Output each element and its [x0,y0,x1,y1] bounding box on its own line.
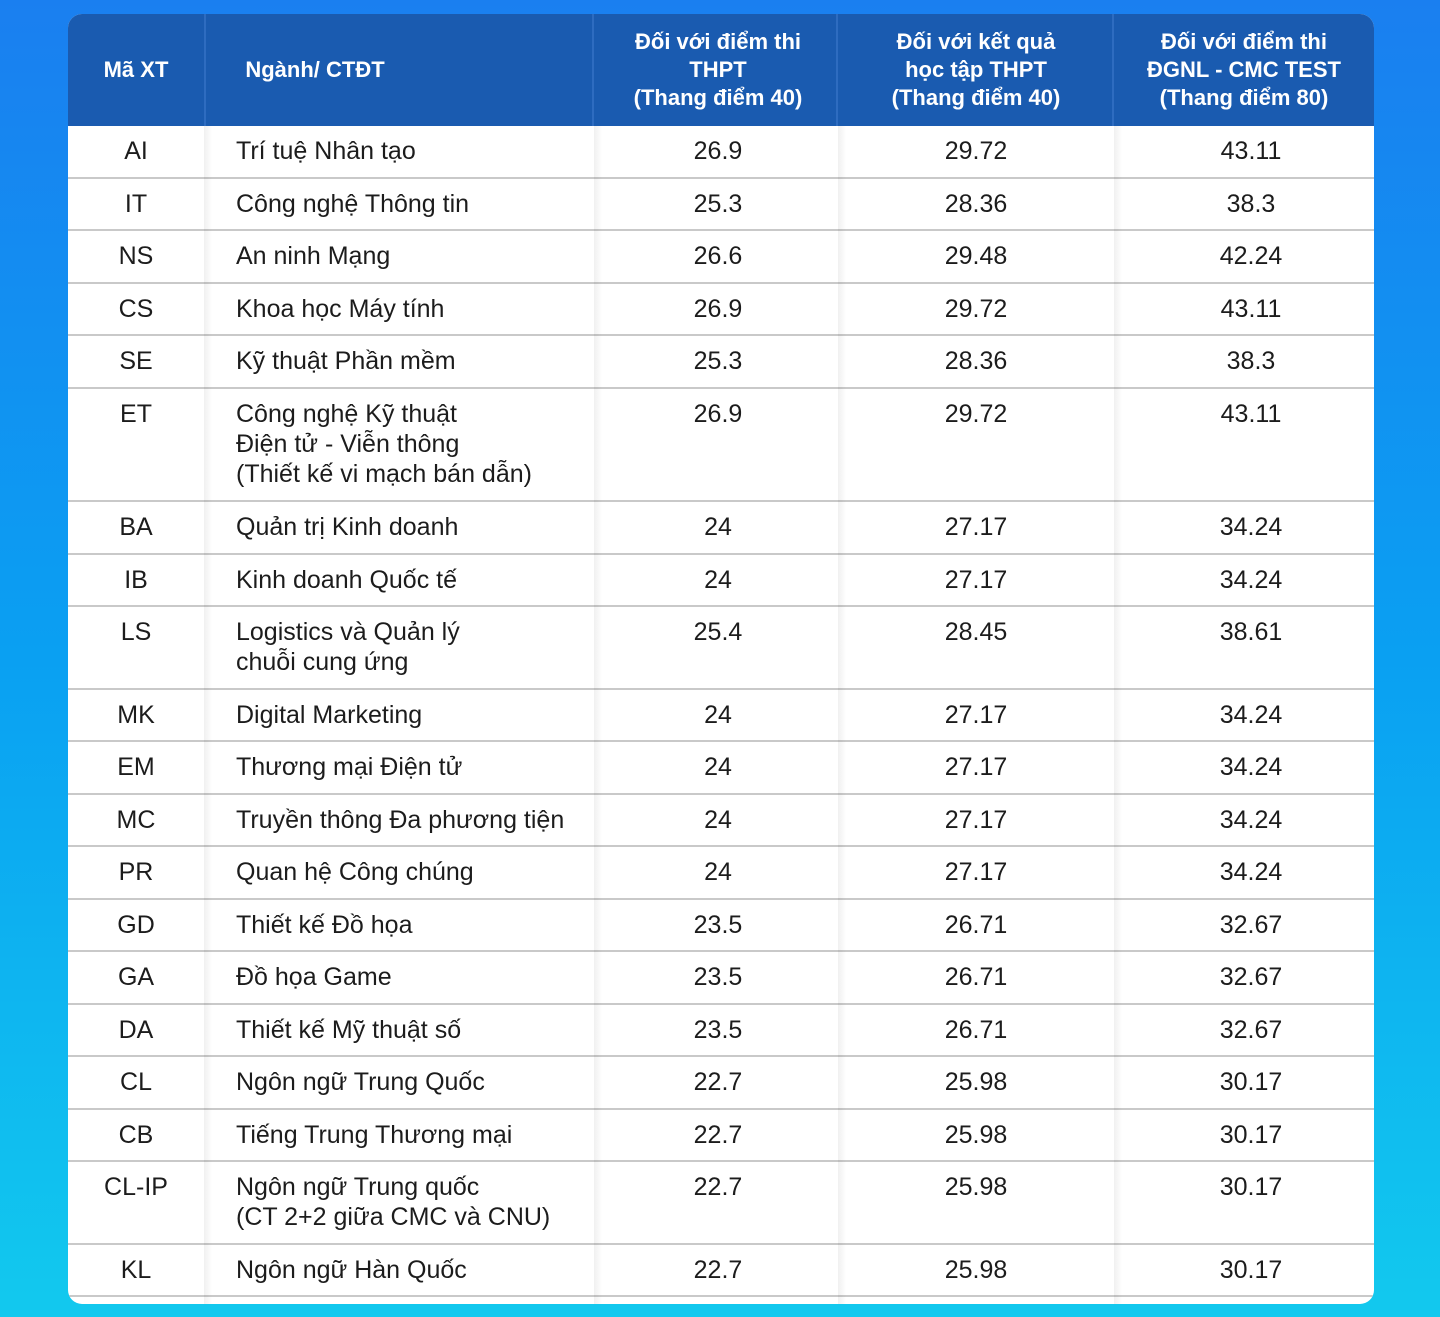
table-row [68,1162,1374,1245]
row-hoc-ba-score: 29.48 [944,242,1008,270]
row-thpt-score: 24 [704,753,732,781]
row-hoc-ba-score: 27.17 [944,700,1008,729]
header-thpt-score: Đối với điểm thi THPT (Thang điểm 40) [633,29,803,110]
row-thpt-score: 24 [704,858,732,886]
table-row [68,742,1374,795]
table-row [68,389,1374,503]
row-code: KL [120,1255,152,1284]
row-dgnl-score: 34.24 [1219,858,1283,886]
row-dgnl-score: 34.24 [1219,565,1283,594]
row-code: GA [117,963,155,991]
row-code: EM [117,753,155,781]
row-program-name: Công nghệ Thông tin [236,189,470,218]
table-row [68,952,1374,1005]
row-dgnl-score: 34.24 [1219,700,1283,729]
row-thpt-score: 23.5 [693,963,743,991]
table-row [68,1110,1374,1163]
row-code: PR [118,858,154,886]
row-program-name: Digital Marketing [236,700,423,729]
column-divider [594,126,602,1304]
row-thpt-score: 25.4 [693,618,743,646]
table-row [68,502,1374,555]
row-code: BA [119,513,153,541]
row-thpt-score: 26.9 [693,399,743,428]
row-program-name: Logistics và Quản lý chuỗi cung ứng [236,618,460,676]
row-thpt-score: 26.9 [693,294,743,323]
row-code: CL [120,1068,152,1096]
row-program-name: Kỹ thuật Phần mềm [236,347,456,375]
row-program-name: Quan hệ Công chúng [236,858,474,886]
row-code: CL-IP [104,1173,168,1201]
row-program-name: An ninh Mạng [236,242,391,270]
row-dgnl-score: 32.67 [1219,910,1283,939]
row-thpt-score: 22.7 [693,1068,743,1096]
table-row [68,555,1374,608]
header-program: Ngành/ CTĐT [245,57,385,82]
row-dgnl-score: 32.67 [1219,963,1283,991]
row-hoc-ba-score: 28.36 [944,347,1008,375]
row-divider [68,1295,1374,1297]
row-hoc-ba-score: 26.71 [944,963,1008,991]
row-dgnl-score: 43.11 [1220,294,1282,323]
row-hoc-ba-score: 27.17 [944,753,1008,781]
row-thpt-score: 26.9 [693,137,743,165]
row-hoc-ba-score: 27.17 [944,858,1008,886]
row-dgnl-score: 38.61 [1219,618,1283,646]
row-thpt-score: 24 [704,565,732,594]
row-thpt-score: 24 [704,513,732,541]
row-dgnl-score: 43.11 [1220,137,1282,165]
row-hoc-ba-score: 28.45 [944,618,1008,646]
header-divider [1112,14,1114,126]
row-program-name: Kinh doanh Quốc tế [236,565,457,594]
row-hoc-ba-score: 29.72 [944,294,1008,323]
row-program-name: Thiết kế Đồ họa [236,910,413,939]
row-dgnl-score: 34.24 [1219,513,1283,541]
row-thpt-score: 22.7 [693,1120,743,1149]
row-hoc-ba-score: 26.71 [944,1015,1008,1044]
row-dgnl-score: 34.24 [1219,753,1283,781]
row-dgnl-score: 43.11 [1220,399,1282,428]
table-row [68,126,1374,179]
row-thpt-score: 23.5 [693,910,743,939]
row-hoc-ba-score: 27.17 [944,513,1008,541]
row-dgnl-score: 42.24 [1219,242,1283,270]
row-code: DA [118,1015,154,1044]
row-thpt-score: 24 [704,700,732,729]
table-row [68,284,1374,337]
header-code: Mã XT [103,57,169,82]
table-row [68,795,1374,848]
row-dgnl-score: 30.17 [1219,1173,1283,1201]
column-divider [1114,126,1122,1304]
table-row [68,179,1374,232]
row-code: IT [124,189,148,218]
row-dgnl-score: 38.3 [1226,189,1276,218]
row-dgnl-score: 30.17 [1219,1120,1283,1149]
row-hoc-ba-score: 29.72 [944,399,1008,428]
row-program-name: Đồ họa Game [236,963,392,991]
table-row [68,690,1374,743]
row-hoc-ba-score: 25.98 [944,1120,1008,1149]
row-dgnl-score: 32.67 [1219,1015,1283,1044]
row-code: CS [118,294,154,323]
row-dgnl-score: 34.24 [1219,805,1283,834]
score-table-card [68,14,1374,1304]
row-hoc-ba-score: 27.17 [944,805,1008,834]
row-dgnl-score: 30.17 [1219,1068,1283,1096]
row-hoc-ba-score: 29.72 [944,137,1008,165]
row-code: GD [117,910,155,939]
row-program-name: Trí tuệ Nhân tạo [236,137,416,165]
row-hoc-ba-score: 25.98 [944,1255,1008,1284]
row-program-name: Truyền thông Đa phương tiện [236,805,565,834]
row-thpt-score: 23.5 [693,1015,743,1044]
table-row [68,231,1374,284]
row-dgnl-score: 30.17 [1219,1255,1283,1284]
row-hoc-ba-score: 28.36 [944,189,1008,218]
row-program-name: Ngôn ngữ Trung quốc (CT 2+2 giữa CMC và CNU) [236,1173,551,1231]
row-code: MK [117,700,155,729]
header-divider [836,14,838,126]
column-divider [838,126,846,1304]
header-dgnl-score: Đối với điểm thi ĐGNL - CMC TEST (Thang điểm 80) [1147,29,1341,110]
row-thpt-score: 25.3 [693,189,743,218]
header-hoc-ba-score: Đối với kết quả học tập THPT (Thang điểm 40) [891,29,1061,110]
table-row [68,607,1374,690]
table-header [68,14,1374,126]
row-code: IB [124,565,148,594]
header-divider [204,14,206,126]
row-code: CB [118,1120,154,1149]
row-code: MC [116,805,156,834]
row-code: ET [120,399,152,428]
row-code: SE [119,347,153,375]
row-hoc-ba-score: 25.98 [944,1173,1008,1201]
row-code: NS [118,242,154,270]
row-code: AI [124,137,148,165]
table-row [68,900,1374,953]
table-row [68,1005,1374,1058]
header-divider [592,14,594,126]
table-row [68,1245,1374,1298]
row-program-name: Ngôn ngữ Hàn Quốc [236,1255,467,1284]
row-program-name: Thương mại Điện tử [236,753,463,781]
row-thpt-score: 25.3 [693,347,743,375]
row-thpt-score: 26.6 [693,242,743,270]
row-program-name: Công nghệ Kỹ thuật Điện tử - Viễn thông (Thiết kế vi mạch bán dẫn) [236,399,532,488]
row-program-name: Khoa học Máy tính [236,294,445,323]
row-hoc-ba-score: 25.98 [944,1068,1008,1096]
row-program-name: Thiết kế Mỹ thuật số [236,1015,462,1044]
row-program-name: Tiếng Trung Thương mại [236,1120,513,1149]
table-row [68,847,1374,900]
column-divider [204,126,212,1304]
row-thpt-score: 24 [704,805,732,834]
table-row [68,1057,1374,1110]
row-hoc-ba-score: 27.17 [944,565,1008,594]
row-code: LS [120,618,152,646]
row-program-name: Ngôn ngữ Trung Quốc [236,1068,485,1096]
row-thpt-score: 22.7 [693,1255,743,1284]
row-hoc-ba-score: 26.71 [944,910,1008,939]
row-thpt-score: 22.7 [693,1173,743,1201]
table-row [68,336,1374,389]
row-program-name: Quản trị Kinh doanh [236,513,459,541]
row-dgnl-score: 38.3 [1226,347,1276,375]
